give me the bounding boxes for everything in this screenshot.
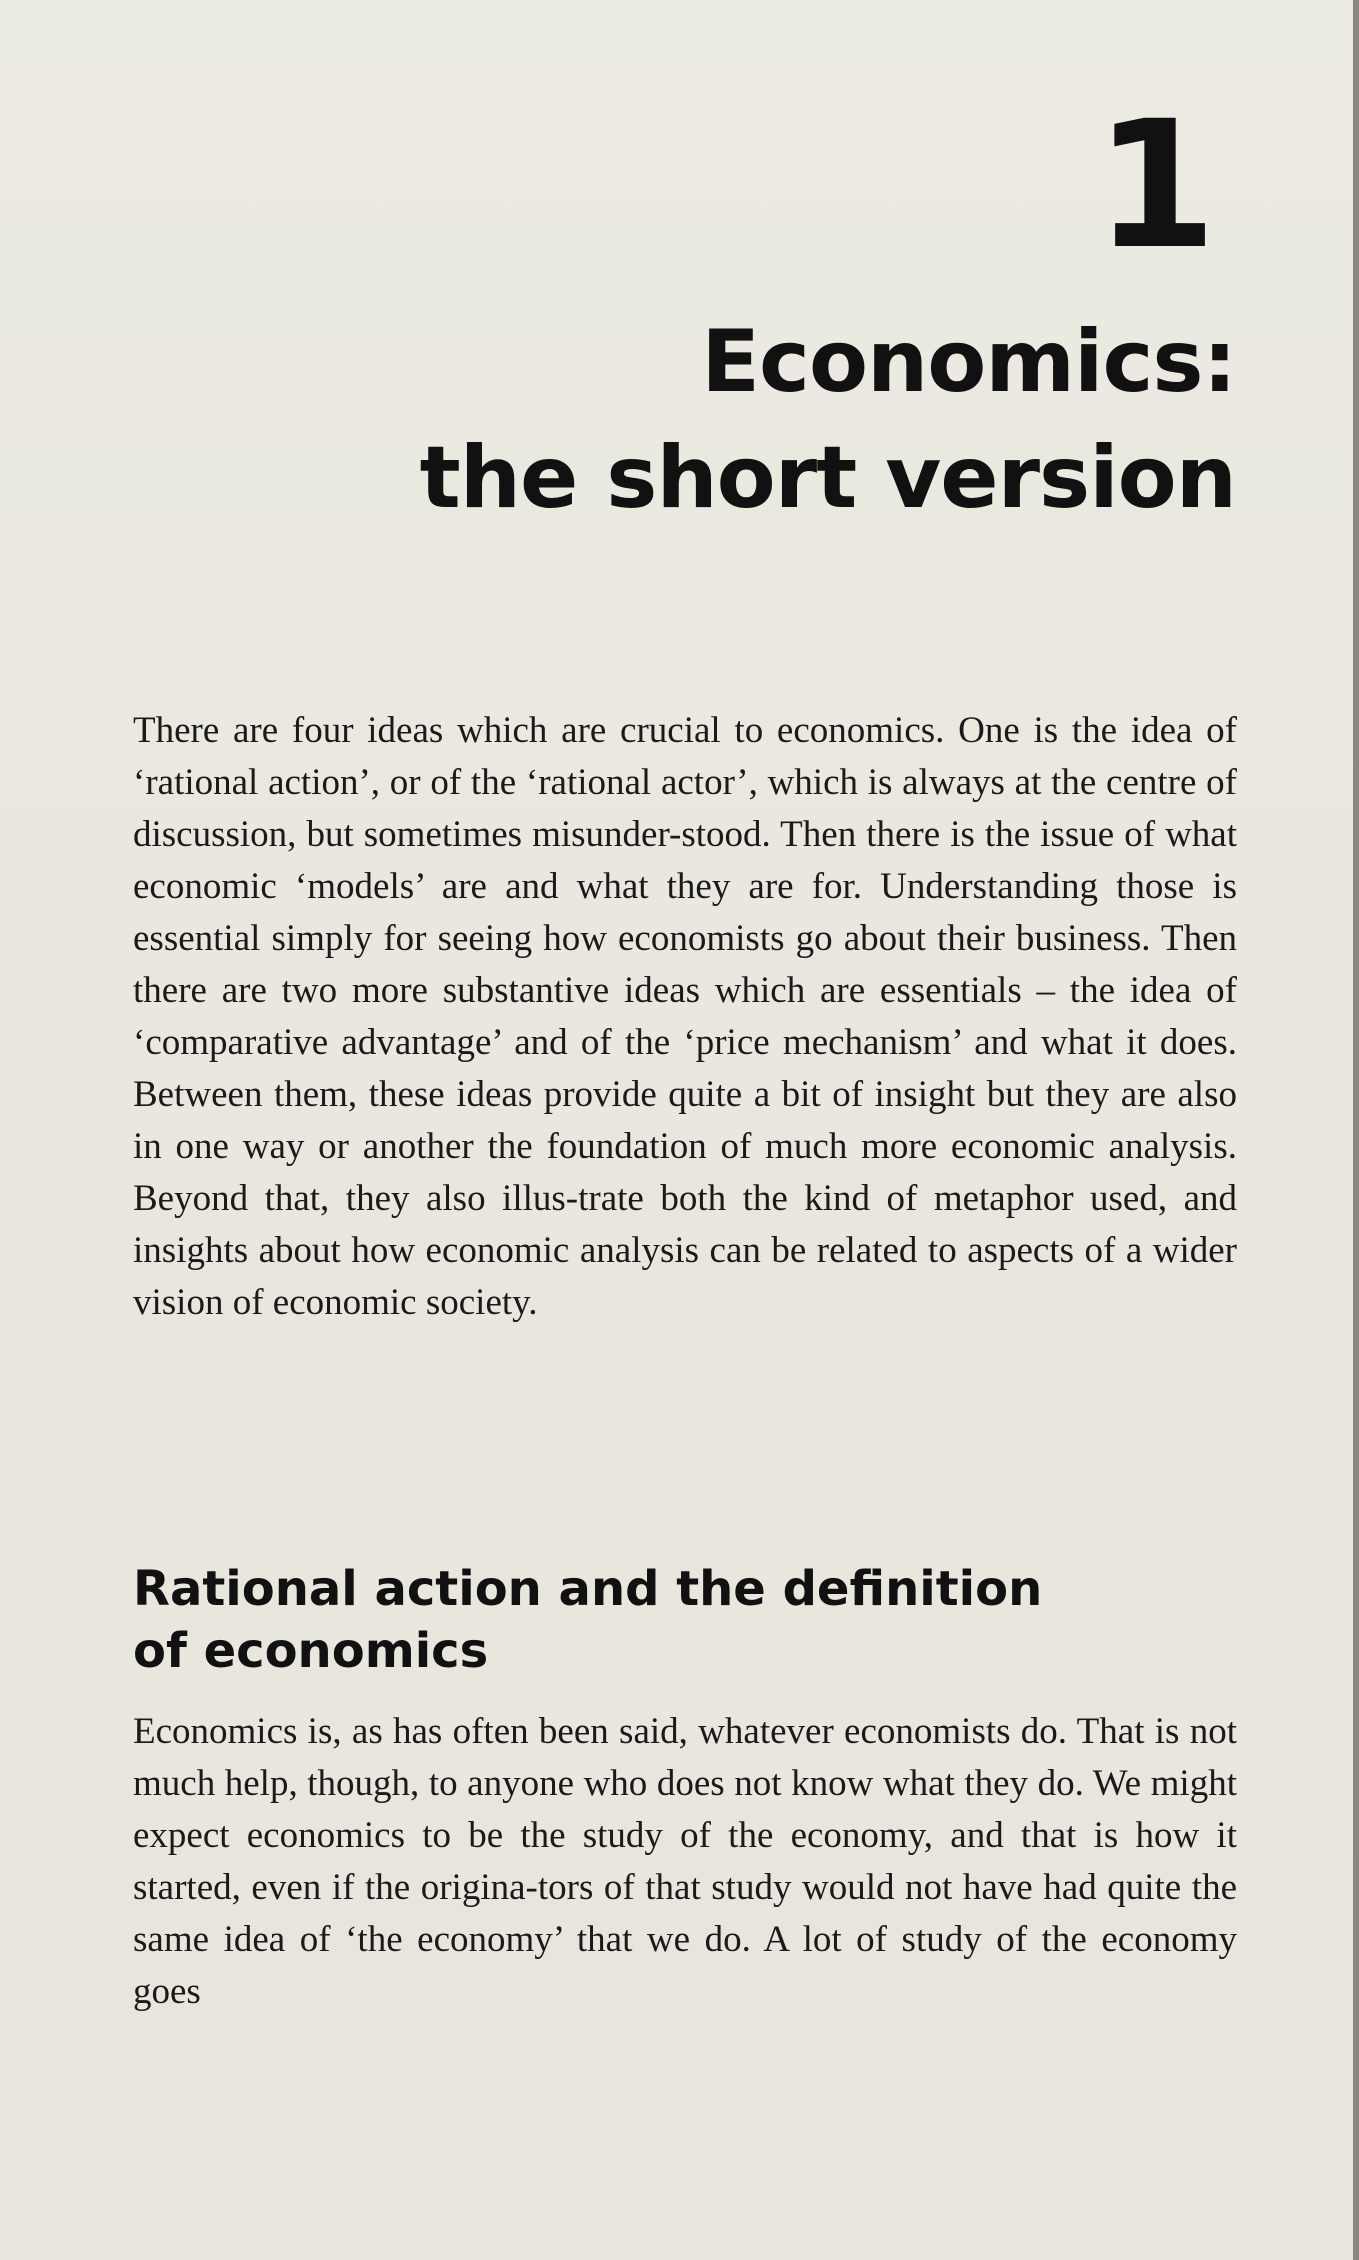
section-heading-line-1: Rational action and the definition (133, 1561, 1043, 1617)
chapter-number: 1 (1094, 83, 1217, 288)
intro-paragraph: There are four ideas which are crucial to economics. One is the idea of ‘rational action’, or of the ‘rational actor’, which is always at the centre of discussion, but sometimes misunder-stood. Then there is the issue of what economic ‘models’ are and what they are for. Understanding those is essential simply for seeing how economists go about their business. Then there are two more substantive ideas which are essentials – the idea of ‘comparative advantage’ and of the ‘price mechanism’ and what it does. Between them, these ideas provide quite a bit of insight but they are also in one way or another the foundation of much more economic analysis. Beyond that, they also illus-trate both the kind of metaphor used, and insights about how economic analysis can be related to aspects of a wider vision of economic society. (133, 710, 1237, 1323)
chapter-title-line-2: the short version (419, 428, 1236, 528)
chapter-title (420, 304, 1236, 536)
section-paragraph: Economics is, as has often been said, whatever economists do. That is not much help, though, to anyone who does not know what they do. We might expect economics to be the study of the economy, and that is how it started, even if the origina-tors of that study would not have had quite the same idea of ‘the economy’ that we do. A lot of study of the economy goes (133, 1711, 1237, 2012)
chapter-title-line-1: Economics: (701, 312, 1236, 412)
section-heading (133, 1558, 1233, 1682)
section-heading-line-2: of economics (133, 1623, 489, 1679)
